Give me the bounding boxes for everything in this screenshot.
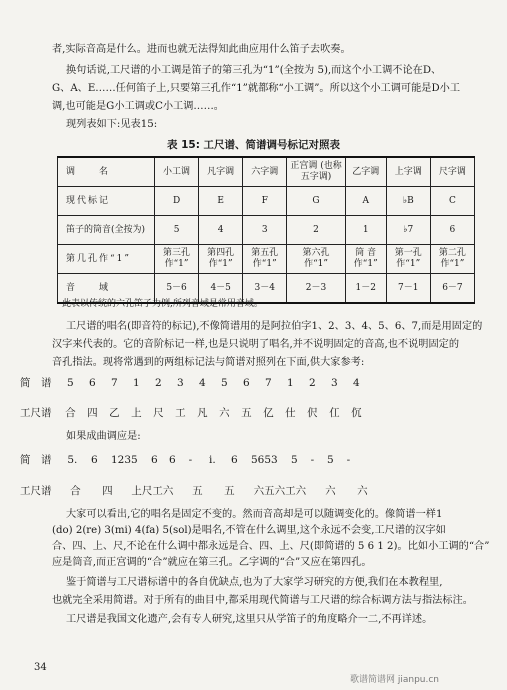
table-cell: 调 名 [58,157,155,187]
note-symbol: 六五六工六 [253,485,307,497]
note-symbol: 6 [243,377,250,389]
table-cell: 上字调 [386,157,430,187]
table-note: 此表以传统的六孔笛子为例,所列音域是常用音域。 [62,299,263,309]
table-cell: E [199,187,243,216]
note-symbol: 5 [327,454,334,466]
watermark: 歌谱简谱网 jianpu.cn [350,675,440,685]
note-symbol: 7 [111,377,118,389]
note-symbol: 5 [67,377,74,389]
table-cell: 乙字调 [345,157,386,187]
paragraph-line: 工尺谱的唱名(即音符的标记),不像简谱用的是阿拉伯字1、2、3、4、5、6、7,而是用固定的 [66,321,483,332]
paragraph-line: 调,也可能是G小工调或C小工调……。 [52,101,224,112]
example-jianpu-row [20,452,357,467]
table-cell: 第四孔 作“1” [199,245,243,274]
table-cell: 2－3 [287,274,345,304]
note-symbol: 六 [325,485,336,497]
table-cell: 4－5 [199,274,243,304]
paragraph-line: 音孔指法。现将常遇到的两组标记法与简谱对照列在下面,供大家参考: [52,357,365,368]
note-symbol: 7 [265,377,272,389]
table-cell: 第三孔 作“1” [155,245,199,274]
note-symbol: 五 [224,485,235,497]
table-cell: 现代标记 [58,187,155,216]
paragraph-line: 工尺谱是我国文化遗产,会有专人研究,这里只从学笛子的角度略介一二,不再详述。 [66,614,433,625]
note-symbol: 仕 [285,407,296,419]
paragraph-line: 汉字来代表的。它的音阶标记一样,也是只说明了唱名,并不说明固定的音高,也不说明固定的 [52,339,460,350]
table-cell: 3－4 [243,274,287,304]
note-symbol: 6 [169,454,176,466]
note-symbol: 6 [231,454,238,466]
table-cell: 1－2 [345,274,386,304]
table-cell: 音 域 [58,274,155,304]
table-cell: G [287,187,345,216]
row-label: 工尺谱 [20,407,52,419]
note-symbol: 五 [192,485,203,497]
table-cell: 筒 音 作“1” [345,245,386,274]
table-cell: C [430,187,474,216]
table-cell: 第六孔 作“1” [287,245,345,274]
note-symbol: 5. [67,454,78,466]
table-cell: 第五孔 作“1” [243,245,287,274]
note-symbol: 四 [102,485,113,497]
page-number: 34 [34,662,47,673]
table-cell: 7－1 [386,274,430,304]
note-symbol: 五 [241,407,252,419]
table-row [58,216,475,245]
note-symbol: 2 [309,377,316,389]
paragraph-line: 换句话说,工尺谱的小工调是笛子的第三孔为“1”(全按为 5),而这个小工调不论在D、 [66,65,442,76]
note-symbol: 四 [87,407,98,419]
note-symbol: 1 [133,377,140,389]
paragraph-line: 现列表如下:见表15: [66,119,158,130]
note-symbol: 乙 [109,407,120,419]
table-cell: 尺字调 [430,157,474,187]
note-symbol: 5 [291,454,298,466]
note-symbol: 合 [65,407,76,419]
table-cell: 4 [199,216,243,245]
table-cell: 正宫调 (也称五字调) [287,157,345,187]
table-cell: 第一孔 作“1” [386,245,430,274]
table-cell: 笛子的筒音(全按为) [58,216,155,245]
table-cell: 1 [345,216,386,245]
example-gongche-row [20,483,378,498]
paragraph-line: 应是筒音,而正宫调的“合”就应在第三孔。乙字调的“合”又应在第四孔。 [52,557,372,568]
table-cell: 第几孔作“1” [58,245,155,274]
note-symbol: 4 [353,377,360,389]
table-cell: F [243,187,287,216]
table-cell: 第二孔 作“1” [430,245,474,274]
paragraph-line: 也就完全采用简谱。对于所有的曲目中,都采用现代简谱与工尺谱的综合标调方法与指法标注。 [52,595,473,606]
example-intro: 如果成曲调应是: [66,431,141,442]
note-symbol: - [188,454,193,466]
note-symbol: 5653 [250,454,278,466]
row-label: 工尺谱 [20,485,52,497]
paragraph-line: 合、四、上、尺,不论在什么调中都永远是合、四、上、尺(即简谱的 5 6 1 2)。比如小工调的“合” [52,541,490,552]
table-cell: 5 [155,216,199,245]
paragraph-line: G、A、E……任何笛子上,只要第三孔作“1”就都称“小工调”。所以这个小工调可能是D小工 [52,83,461,94]
note-symbol: 3 [331,377,338,389]
note-symbol: i. [208,454,216,466]
note-symbol: 5 [221,377,228,389]
table-cell: ♭B [386,187,430,216]
table-row [58,187,475,216]
note-symbol: 2 [155,377,162,389]
table-cell: 小工调 [155,157,199,187]
note-symbol: 4 [199,377,206,389]
table-caption: 表 15: 工尺谱、简谱调号标记对照表 [166,139,341,151]
note-symbol: 1235 [110,454,138,466]
paragraph-line: (do) 2(re) 3(mi) 4(fa) 5(sol)是唱名,不管在什么调里,这个永远不会变,工尺谱的汉字如 [52,525,446,536]
note-symbol: 尺 [153,407,164,419]
note-symbol: - [310,454,315,466]
note-symbol: - [346,454,351,466]
gongche-scale-row [20,405,367,420]
table-cell: 5－6 [155,274,199,304]
paragraph-line: 大家可以看出,它的唱名是固定不变的。然而音高却是可以随调变化的。像简谱一样1 [66,509,443,520]
table-row [58,245,475,274]
row-label: 简 谱 [20,377,52,389]
table-cell: ♭7 [386,216,430,245]
table-header-row [58,157,475,187]
note-symbol: 3 [177,377,184,389]
note-symbol: 亿 [263,407,274,419]
comparison-table [57,156,475,304]
table-cell: 6 [430,216,474,245]
table-cell: 六字调 [243,157,287,187]
note-symbol: 1 [287,377,294,389]
note-symbol: 仜 [329,407,340,419]
table-cell: 凡字调 [199,157,243,187]
note-symbol: 合 [70,485,81,497]
note-symbol: 6 [91,454,98,466]
paragraph-line: 鉴于简谱与工尺谱标谱中的各自优缺点,也为了大家学习研究的方便,我们在本教程里, [66,577,443,588]
row-label: 简 谱 [20,454,52,466]
note-symbol: 六 [219,407,230,419]
note-symbol: 上尺工六 [131,485,174,497]
note-symbol: 凡 [197,407,208,419]
table-cell: 6－7 [430,274,474,304]
paragraph-line: 者,实际音高是什么。进而也就无法得知此曲应用什么笛子去吹奏。 [52,44,351,55]
jianpu-scale-row [20,375,367,390]
note-symbol: 伬 [307,407,318,419]
note-symbol: 上 [131,407,142,419]
note-symbol: 6 [151,454,158,466]
note-symbol: 工 [175,407,186,419]
note-symbol: 6 [89,377,96,389]
note-symbol: 六 [357,485,368,497]
table-cell: D [155,187,199,216]
table-cell: 2 [287,216,345,245]
table-cell: 3 [243,216,287,245]
table-cell: A [345,187,386,216]
note-symbol: 伔 [351,407,362,419]
